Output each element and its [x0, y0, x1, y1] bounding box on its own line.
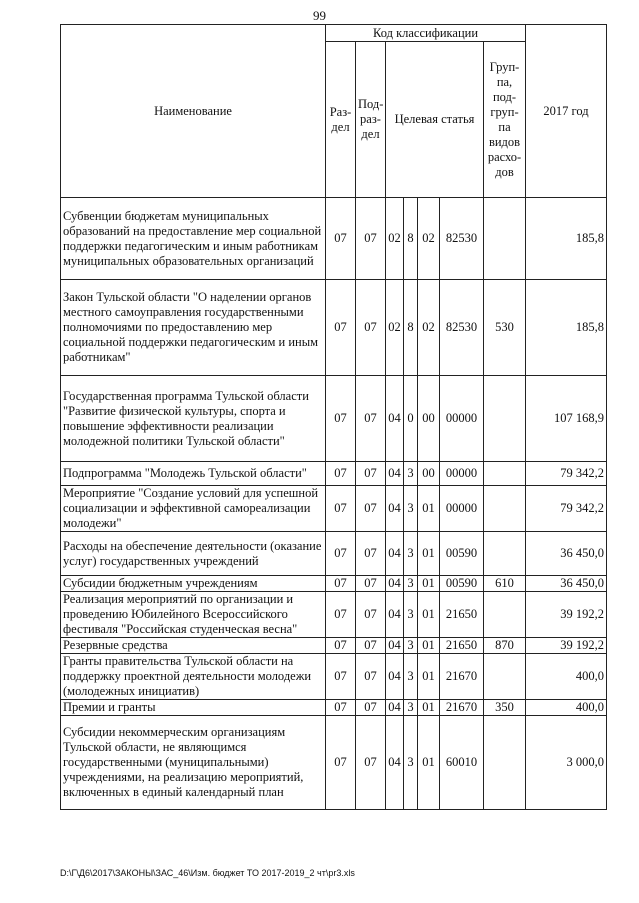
- header-name: Наименование: [61, 25, 326, 198]
- section-code: 07: [326, 486, 356, 532]
- subprogram-code: 3: [404, 654, 418, 700]
- row-name: Субвенции бюджетам муниципальных образований на предоставление мер социальной поддержки педагогическим и иным работникам муниципальных образовательных организаций: [61, 198, 326, 280]
- program-code: 04: [386, 638, 404, 654]
- subsection-code: 07: [356, 716, 386, 810]
- event-code: 00: [418, 376, 440, 462]
- subsection-code: 07: [356, 576, 386, 592]
- event-code: 01: [418, 716, 440, 810]
- header-year: 2017 год: [526, 25, 607, 198]
- row-name: Резервные средства: [61, 638, 326, 654]
- table-row: [61, 462, 607, 486]
- subprogram-code: 3: [404, 462, 418, 486]
- program-code: 04: [386, 576, 404, 592]
- amount-2017: 185,8: [526, 280, 607, 376]
- direction-code: 00590: [440, 532, 484, 576]
- direction-code: 21650: [440, 638, 484, 654]
- table-row: [61, 700, 607, 716]
- section-code: 07: [326, 280, 356, 376]
- event-code: 01: [418, 486, 440, 532]
- table-row: [61, 576, 607, 592]
- program-code: 04: [386, 462, 404, 486]
- table-row: [61, 532, 607, 576]
- event-code: 01: [418, 654, 440, 700]
- direction-code: 00000: [440, 376, 484, 462]
- amount-2017: 185,8: [526, 198, 607, 280]
- file-path-footer: D:\Г\Д6\2017\ЗАКОНЫ\ЗАС_46\Изм. бюджет ТО 2017-2019_2 чт\pr3.xls: [60, 868, 355, 878]
- subsection-code: 07: [356, 638, 386, 654]
- direction-code: 21670: [440, 654, 484, 700]
- subprogram-code: 3: [404, 716, 418, 810]
- amount-2017: 107 168,9: [526, 376, 607, 462]
- subprogram-code: 3: [404, 638, 418, 654]
- section-code: 07: [326, 532, 356, 576]
- direction-code: 82530: [440, 280, 484, 376]
- subprogram-code: 3: [404, 532, 418, 576]
- table-row: [61, 486, 607, 532]
- expense-type-code: [484, 198, 526, 280]
- table-row: [61, 716, 607, 810]
- table-row: [61, 376, 607, 462]
- subsection-code: 07: [356, 376, 386, 462]
- amount-2017: 39 192,2: [526, 638, 607, 654]
- section-code: 07: [326, 700, 356, 716]
- subsection-code: 07: [356, 198, 386, 280]
- subsection-code: 07: [356, 592, 386, 638]
- program-code: 04: [386, 532, 404, 576]
- amount-2017: 400,0: [526, 700, 607, 716]
- table-row: [61, 198, 607, 280]
- expense-type-code: [484, 486, 526, 532]
- program-code: 04: [386, 486, 404, 532]
- section-code: 07: [326, 462, 356, 486]
- table-row: [61, 638, 607, 654]
- program-code: 02: [386, 280, 404, 376]
- amount-2017: 3 000,0: [526, 716, 607, 810]
- row-name: Гранты правительства Тульской области на поддержку проектной деятельности молодежи (молодежных инициатив): [61, 654, 326, 700]
- row-name: Мероприятие "Создание условий для успешной социализации и эффективной самореализации молодежи": [61, 486, 326, 532]
- header-target-article: Целевая статья: [386, 42, 484, 198]
- direction-code: 82530: [440, 198, 484, 280]
- subprogram-code: 3: [404, 700, 418, 716]
- direction-code: 21650: [440, 592, 484, 638]
- program-code: 04: [386, 376, 404, 462]
- event-code: 02: [418, 280, 440, 376]
- expense-type-code: 610: [484, 576, 526, 592]
- expense-type-code: [484, 532, 526, 576]
- amount-2017: 79 342,2: [526, 486, 607, 532]
- expense-type-code: [484, 654, 526, 700]
- row-name: Расходы на обеспечение деятельности (оказание услуг) государственных учреждений: [61, 532, 326, 576]
- section-code: 07: [326, 576, 356, 592]
- header-expense-group: Груп- па, под- груп- па видов расхо- дов: [484, 42, 526, 198]
- expense-type-code: [484, 716, 526, 810]
- section-code: 07: [326, 654, 356, 700]
- subsection-code: 07: [356, 654, 386, 700]
- expense-type-code: [484, 376, 526, 462]
- budget-table: [60, 24, 607, 810]
- row-name: Реализация мероприятий по организации и проведению Юбилейного Всероссийского фестиваля "Российская студенческая весна": [61, 592, 326, 638]
- program-code: 04: [386, 716, 404, 810]
- amount-2017: 36 450,0: [526, 576, 607, 592]
- header-section: Раз- дел: [326, 42, 356, 198]
- row-name: Подпрограмма "Молодежь Тульской области": [61, 462, 326, 486]
- header-classification: Код классификации: [326, 25, 526, 42]
- event-code: 01: [418, 592, 440, 638]
- table-row: [61, 654, 607, 700]
- section-code: 07: [326, 638, 356, 654]
- event-code: 01: [418, 638, 440, 654]
- row-name: Государственная программа Тульской области "Развитие физической культуры, спорта и повышение эффективности реализации молодежной политики Тульской области": [61, 376, 326, 462]
- program-code: 04: [386, 654, 404, 700]
- subprogram-code: 3: [404, 576, 418, 592]
- subsection-code: 07: [356, 532, 386, 576]
- section-code: 07: [326, 198, 356, 280]
- table-row: [61, 592, 607, 638]
- amount-2017: 79 342,2: [526, 462, 607, 486]
- subsection-code: 07: [356, 700, 386, 716]
- section-code: 07: [326, 716, 356, 810]
- direction-code: 21670: [440, 700, 484, 716]
- expense-type-code: [484, 592, 526, 638]
- program-code: 04: [386, 592, 404, 638]
- program-code: 02: [386, 198, 404, 280]
- subprogram-code: 3: [404, 592, 418, 638]
- subsection-code: 07: [356, 280, 386, 376]
- expense-type-code: [484, 462, 526, 486]
- subprogram-code: 8: [404, 280, 418, 376]
- subprogram-code: 0: [404, 376, 418, 462]
- header-subsection: Под- раз- дел: [356, 42, 386, 198]
- table-row: [61, 280, 607, 376]
- event-code: 01: [418, 532, 440, 576]
- direction-code: 00590: [440, 576, 484, 592]
- expense-type-code: 870: [484, 638, 526, 654]
- section-code: 07: [326, 376, 356, 462]
- program-code: 04: [386, 700, 404, 716]
- direction-code: 00000: [440, 486, 484, 532]
- row-name: Премии и гранты: [61, 700, 326, 716]
- event-code: 00: [418, 462, 440, 486]
- page-number: 99: [313, 8, 326, 23]
- event-code: 02: [418, 198, 440, 280]
- amount-2017: 39 192,2: [526, 592, 607, 638]
- event-code: 01: [418, 576, 440, 592]
- subprogram-code: 8: [404, 198, 418, 280]
- expense-type-code: 350: [484, 700, 526, 716]
- event-code: 01: [418, 700, 440, 716]
- section-code: 07: [326, 592, 356, 638]
- row-name: Закон Тульской области "О наделении органов местного самоуправления государственными полномочиями по предоставлению мер социальной поддержки педагогическим и иным работникам": [61, 280, 326, 376]
- direction-code: 60010: [440, 716, 484, 810]
- amount-2017: 36 450,0: [526, 532, 607, 576]
- expense-type-code: 530: [484, 280, 526, 376]
- row-name: Субсидии некоммерческим организациям Тульской области, не являющимся государственными (муниципальными) учреждениями, на реализацию мероприятий, включенных в единый календарный план: [61, 716, 326, 810]
- amount-2017: 400,0: [526, 654, 607, 700]
- row-name: Субсидии бюджетным учреждениям: [61, 576, 326, 592]
- subsection-code: 07: [356, 462, 386, 486]
- subsection-code: 07: [356, 486, 386, 532]
- direction-code: 00000: [440, 462, 484, 486]
- subprogram-code: 3: [404, 486, 418, 532]
